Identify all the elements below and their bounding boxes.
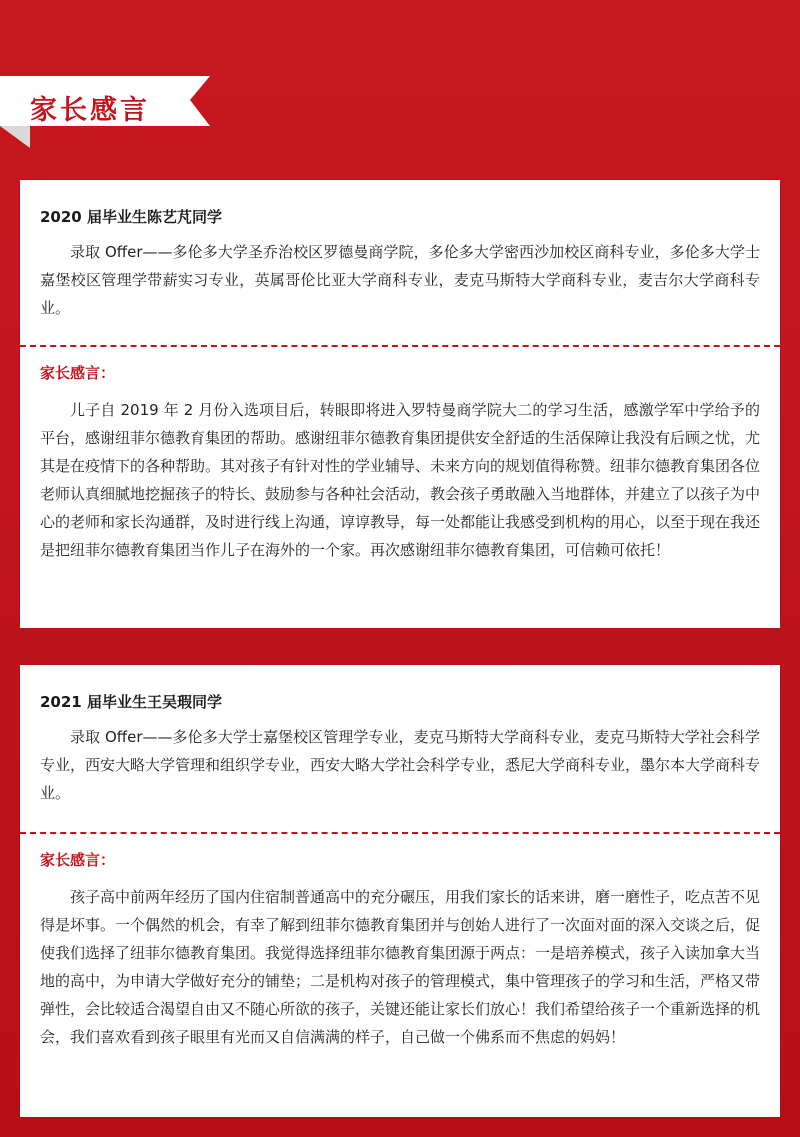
parent-testimonial-body: 孩子高中前两年经历了国内住宿制普通高中的充分碾压，用我们家长的话来讲，磨一磨性子，吃点苦不见得是坏事。一个偶然的机会，有幸了解到纽菲尔德教育集团并与创始人进行了一次面对面的深入交谈之后，促使我们选择了纽菲尔德教育集团。我觉得选择纽菲尔德教育集团源于两点：一是培养模式，孩子入读加拿大当地的高中，为申请大学做好充分的铺垫；二是机构对孩子的管理模式，集中管理孩子的学习和生活，严格又带弹性，会比较适合渴望自由又不随心所欲的孩子，关键还能让家长们放心！我们希望给孩子一个重新选择的机会，我们喜欢看到孩子眼里有光而又自信满满的样子，自己做一个佛系而不焦虑的妈妈！ xyxy=(40,888,761,1046)
dashed-divider xyxy=(20,832,780,834)
testimonial-card-2020 xyxy=(20,180,780,628)
parent-testimonial-label: 家长感言： xyxy=(40,364,116,382)
parent-testimonial-body: 儿子自 2019 年 2 月份入选项目后，转眼即将进入罗特曼商学院大二的学习生活，感激学军中学给予的平台，感谢纽菲尔德教育集团的帮助。感谢纽菲尔德教育集团提供安全舒适的生活保障让我没有后顾之忧，尤其是在疫情下的各种帮助。其对孩子有针对性的学业辅导、未来方向的规划值得称赞。纽菲尔德教育集团各位老师认真细腻地挖掘孩子的特长、鼓励参与各种社会活动，教会孩子勇敢融入当地群体，并建立了以孩子为中心的老师和家长沟通群，及时进行线上沟通，谆谆教导，每一处都能让我感受到机构的用心，以至于现在我还是把纽菲尔德教育集团当作儿子在海外的一个家。再次感谢纽菲尔德教育集团，可信赖可依托！ xyxy=(40,401,761,559)
offer-paragraph: 录取 Offer——多伦多大学圣乔治校区罗德曼商学院，多伦多大学密西沙加校区商科专业，多伦多大学士嘉堡校区管理学带薪实习专业，英属哥伦比亚大学商科专业，麦克马斯特大学商科专业，麦吉尔大学商科专业。 xyxy=(40,243,760,317)
parent-testimonial-label: 家长感言： xyxy=(40,851,116,869)
student-heading: 2020 届毕业生陈艺芃同学 xyxy=(40,208,222,226)
testimonial-card-2021 xyxy=(20,665,780,1117)
dashed-divider xyxy=(20,345,780,347)
student-heading: 2021 届毕业生王吴瑕同学 xyxy=(40,693,222,711)
offer-paragraph: 录取 Offer——多伦多大学士嘉堡校区管理学专业，麦克马斯特大学商科专业，麦克马斯特大学社会科学专业，西安大略大学管理和组织学专业，西安大略大学社会科学专业，悉尼大学商科专业，墨尔本大学商科专业。 xyxy=(40,728,761,802)
banner-title: 家长感言 xyxy=(30,95,150,126)
